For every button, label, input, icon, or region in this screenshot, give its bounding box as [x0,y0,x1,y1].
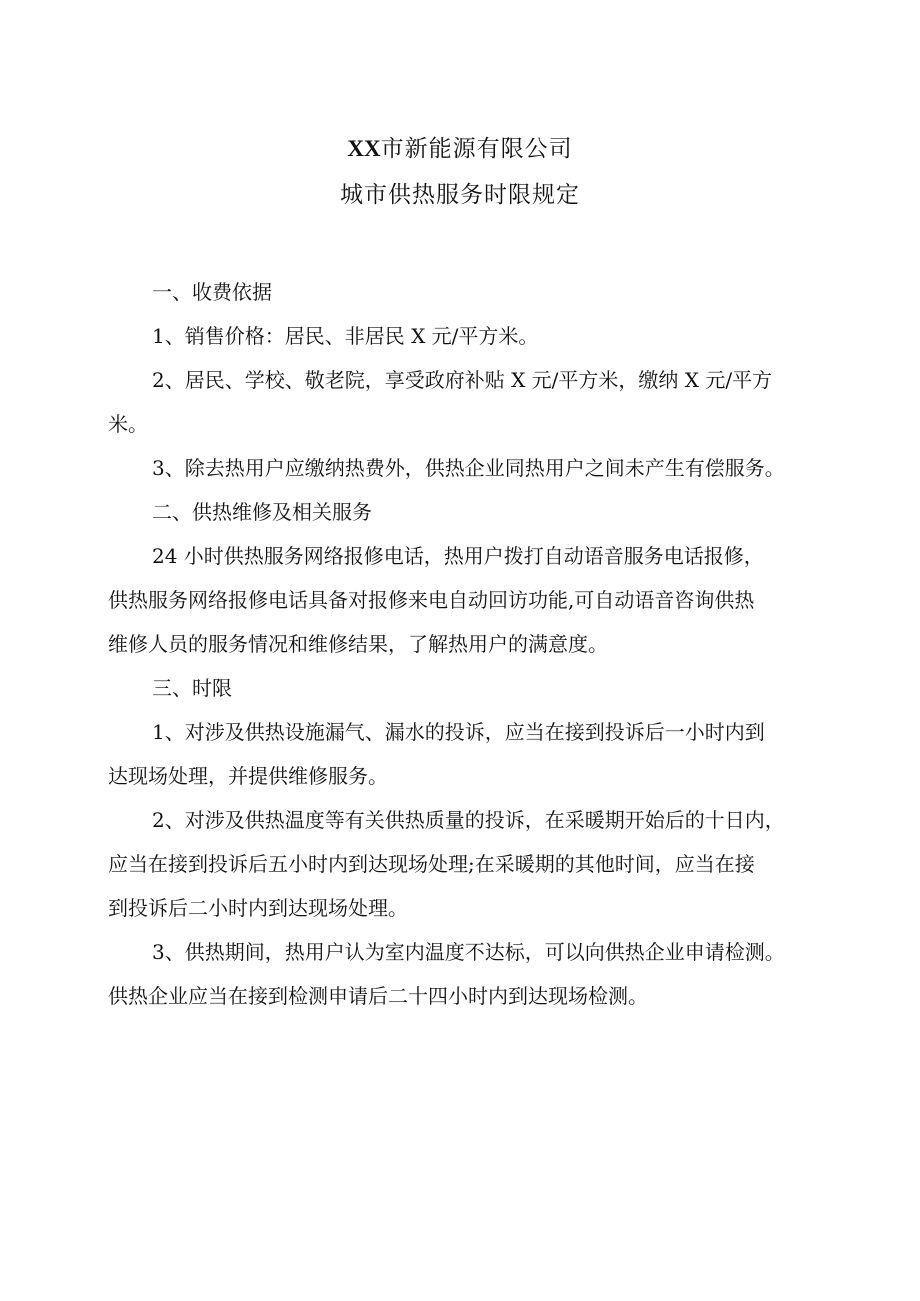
section-heading-time-limits: 三、时限 [152,676,232,700]
title-block [0,126,920,218]
document-subtitle: 城市供热服务时限规定 [340,182,580,208]
document-body [108,270,824,1018]
paragraph-temperature-inspection: 3、供热期间，热用户认为室内温度不达标，可以向供热企业申请检测。 供热企业应当在接到检测申请后二十四小时内到达现场检测。 [108,940,785,1008]
company-title-rest: 市新能源有限公司 [380,136,573,162]
company-title [0,126,920,172]
paragraph-subsidy: 2、居民、学校、敬老院，享受政府补贴 X 元/平方米，缴纳 X 元/平方 米。 [108,368,773,436]
paragraph-leak-complaint: 1、对涉及供热设施漏气、漏水的投诉，应当在接到投诉后一小时内到 达现场处理，并提供维修服务。 [108,720,765,788]
paragraph-paid-service: 3、除去热用户应缴纳热费外，供热企业同热用户之间未产生有偿服务。 [152,456,785,480]
paragraph-temperature-complaint: 2、对涉及供热温度等有关供热质量的投诉，在采暖期开始后的十日内， 应当在接到投诉后五小时内到达现场处理;在采暖期的其他时间，应当在接 到投诉后二小时内到达现场处理。 [108,808,785,920]
paragraph-sales-price: 1、销售价格：居民、非居民 X 元/平方米。 [152,324,539,348]
company-title-prefix: XX [347,136,381,161]
section-heading-maintenance: 二、供热维修及相关服务 [152,500,372,524]
paragraph-hotline: 24 小时供热服务网络报修电话，热用户拨打自动语音服务电话报修， 供热服务网络报修电话具备对报修来电自动回访功能,可自动语音咨询供热 维修人员的服务情况和维修结果，了解热用户的满意度。 [108,544,764,656]
section-heading-fee-basis: 一、收费依据 [152,280,272,304]
